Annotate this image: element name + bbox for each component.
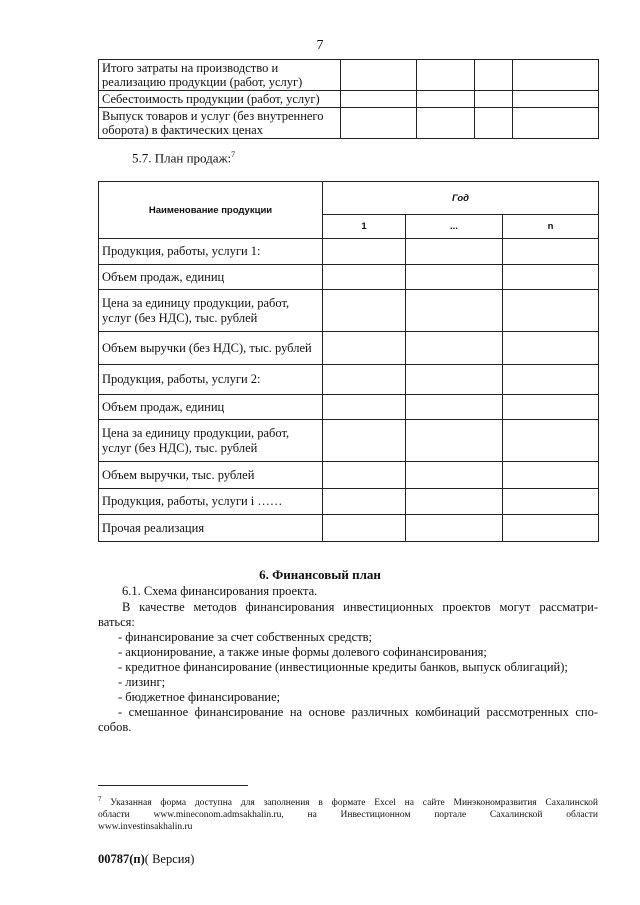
row-label: Цена за единицу продукции, работ, услуг (без НДС), тыс. рублей: [99, 420, 323, 462]
header-col-n: n: [503, 215, 599, 239]
row-label: Продукция, работы, услуги 2:: [99, 365, 323, 395]
header-col-ellipsis: ...: [406, 215, 503, 239]
footnote-separator: [98, 785, 248, 786]
section-title-financial-plan: 6. Финансовый план: [259, 567, 381, 582]
table-row: [99, 420, 599, 462]
subsection-6-1: 6.1. Схема финансирования проекта.: [122, 584, 318, 598]
table-row: [99, 108, 599, 139]
table-row: [99, 265, 599, 290]
table-row: [99, 239, 599, 265]
header-col-1: 1: [323, 215, 406, 239]
table-row: [99, 91, 599, 108]
table-row: [99, 489, 599, 515]
footnote: $^7$ Указанная форма доступна для заполнения в формате Excel на сайте Минэкономразвития Сахалинской области www.mineconom.admsakhalin.ru, на Инвестиционном портале Сахалинской области www.investinsakhalin.ru: [98, 795, 598, 833]
table-row: [99, 515, 599, 542]
row-label: Объем продаж, единиц: [99, 395, 323, 420]
paragraph-line: В качестве методов финансирования инвестиционных проектов могут рассматри-: [122, 600, 598, 614]
row-label: Объем выручки (без НДС), тыс. рублей: [99, 332, 323, 365]
table-row: [99, 462, 599, 489]
list-item: - финансирование за счет собственных средств;: [118, 630, 373, 644]
header-year: Год: [323, 182, 599, 215]
cost-summary-table: [98, 59, 599, 139]
row-label: Цена за единицу продукции, работ, услуг (без НДС), тыс. рублей: [99, 290, 323, 332]
table-row: [99, 365, 599, 395]
paragraph-line: ваться:: [98, 615, 135, 629]
page-number: 7: [316, 38, 324, 53]
footnote-ref: 7: [231, 150, 236, 159]
row-label: Продукция, работы, услуги 1:: [99, 239, 323, 265]
sales-plan-table: [98, 181, 599, 542]
table-row: [99, 395, 599, 420]
row-label: Итого затраты на производство и реализацию продукции (работ, услуг): [99, 60, 341, 91]
section-heading-5-7: 5.7. План продаж:$^7$: [132, 150, 236, 166]
footnote-number: 7: [98, 795, 102, 803]
list-item: - бюджетное финансирование;: [118, 690, 281, 704]
row-label: Продукция, работы, услуги i ……: [99, 489, 323, 515]
row-label: Объем продаж, единиц: [99, 265, 323, 290]
list-item: - кредитное финансирование (инвестиционные кредиты банков, выпуск облигаций);: [118, 660, 568, 674]
row-label: Прочая реализация: [99, 515, 323, 542]
header-product-name: Наименование продукции: [99, 182, 323, 239]
row-label: Выпуск товаров и услуг (без внутреннего оборота) в фактических ценах: [99, 108, 341, 139]
table-row: [99, 332, 599, 365]
list-item: - акционирование, а также иные формы долевого софинансирования;: [118, 645, 487, 659]
paragraph-line: собов.: [98, 720, 132, 734]
row-label: Объем выручки, тыс. рублей: [99, 462, 323, 489]
list-item: - смешанное финансирование на основе различных комбинаций рассмотренных спо-: [118, 705, 598, 719]
row-label: Себестоимость продукции (работ, услуг): [99, 91, 341, 108]
table-row: [99, 290, 599, 332]
document-code: 00787(п)( Версия): [98, 852, 195, 866]
list-item: - лизинг;: [118, 675, 166, 689]
table-row: [99, 60, 599, 91]
